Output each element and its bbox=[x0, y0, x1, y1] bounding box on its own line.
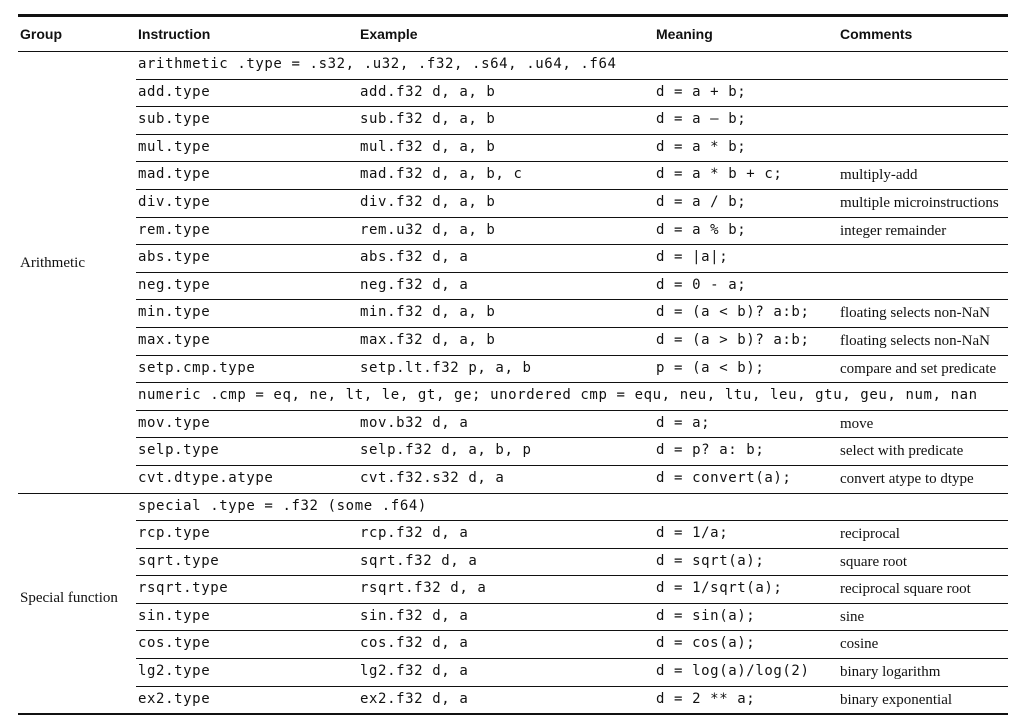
comment-cell: multiply-add bbox=[840, 167, 918, 184]
table-row bbox=[136, 328, 1008, 356]
meaning-cell: d = sqrt(a); bbox=[656, 552, 765, 569]
comment-cell: compare and set predicate bbox=[840, 360, 997, 377]
comment-cell: floating selects non-NaN bbox=[840, 332, 990, 349]
table-row bbox=[136, 659, 1008, 687]
example-cell: div.f32 d, a, b bbox=[360, 193, 496, 210]
table-row bbox=[136, 631, 1008, 659]
instruction-table bbox=[18, 14, 1008, 715]
example-cell: ex2.f32 d, a bbox=[360, 690, 469, 707]
example-cell: cos.f32 d, a bbox=[360, 635, 469, 652]
meaning-cell: d = cos(a); bbox=[656, 635, 756, 652]
table-row bbox=[136, 466, 1008, 493]
table-row bbox=[136, 162, 1008, 190]
table-row bbox=[136, 218, 1008, 246]
example-cell: mul.f32 d, a, b bbox=[360, 138, 496, 155]
table-row bbox=[136, 356, 1008, 384]
table-row bbox=[136, 549, 1008, 577]
example-cell: mad.f32 d, a, b, c bbox=[360, 166, 523, 183]
comment-cell: integer remainder bbox=[840, 222, 947, 239]
table-row bbox=[136, 273, 1008, 301]
table-row bbox=[136, 576, 1008, 604]
meaning-cell: d = 1/a; bbox=[656, 525, 729, 542]
table-row bbox=[136, 494, 1008, 522]
example-cell: add.f32 d, a, b bbox=[360, 83, 496, 100]
type-spec-row-text: arithmetic .type = .s32, .u32, .f32, .s64, .u64, .f64 bbox=[138, 56, 617, 72]
table-row bbox=[136, 604, 1008, 632]
meaning-cell: d = a; bbox=[656, 414, 711, 431]
header-example: Example bbox=[360, 26, 418, 42]
group-rows bbox=[136, 52, 1008, 493]
example-cell: abs.f32 d, a bbox=[360, 249, 469, 266]
example-cell: mov.b32 d, a bbox=[360, 414, 469, 431]
table-row bbox=[136, 687, 1008, 714]
group-rows bbox=[136, 494, 1008, 714]
instruction-cell: mad.type bbox=[138, 166, 211, 183]
comment-cell: reciprocal square root bbox=[840, 581, 971, 598]
instruction-cell: sin.type bbox=[138, 607, 211, 624]
example-cell: lg2.f32 d, a bbox=[360, 663, 469, 680]
example-cell: neg.f32 d, a bbox=[360, 276, 469, 293]
instruction-cell: div.type bbox=[138, 193, 211, 210]
instruction-cell: rem.type bbox=[138, 221, 211, 238]
meaning-cell: d = convert(a); bbox=[656, 469, 792, 486]
example-cell: cvt.f32.s32 d, a bbox=[360, 469, 505, 486]
meaning-cell: d = 1/sqrt(a); bbox=[656, 580, 783, 597]
instruction-cell: rsqrt.type bbox=[138, 580, 229, 597]
comment-cell: cosine bbox=[840, 636, 879, 653]
comment-cell: move bbox=[840, 415, 874, 432]
example-cell: sin.f32 d, a bbox=[360, 607, 469, 624]
table-row bbox=[136, 107, 1008, 135]
meaning-cell: d = 2 ** a; bbox=[656, 690, 756, 707]
example-cell: sub.f32 d, a, b bbox=[360, 111, 496, 128]
meaning-cell: p = (a < b); bbox=[656, 359, 765, 376]
instruction-cell: neg.type bbox=[138, 276, 211, 293]
table-row bbox=[136, 135, 1008, 163]
table-row bbox=[136, 411, 1008, 439]
meaning-cell: d = 0 - a; bbox=[656, 276, 747, 293]
comment-cell: floating selects non-NaN bbox=[840, 305, 990, 322]
example-cell: selp.f32 d, a, b, p bbox=[360, 442, 532, 459]
comment-cell: select with predicate bbox=[840, 443, 964, 460]
example-cell: max.f32 d, a, b bbox=[360, 331, 496, 348]
table-row bbox=[136, 80, 1008, 108]
header-comments: Comments bbox=[840, 26, 913, 42]
type-spec-row-text: numeric .cmp = eq, ne, lt, le, gt, ge; unordered cmp = equ, neu, ltu, leu, gtu, geu, num, nan bbox=[138, 387, 978, 404]
example-cell: rem.u32 d, a, b bbox=[360, 221, 496, 238]
table-row bbox=[136, 438, 1008, 466]
table-row bbox=[136, 245, 1008, 273]
instruction-cell: sub.type bbox=[138, 111, 211, 128]
instruction-cell: cvt.dtype.atype bbox=[138, 469, 274, 486]
comment-cell: sine bbox=[840, 608, 865, 625]
header-group: Group bbox=[20, 26, 62, 42]
comment-cell: square root bbox=[840, 553, 908, 570]
instruction-cell: add.type bbox=[138, 83, 211, 100]
meaning-cell: d = a % b; bbox=[656, 221, 747, 238]
table-row bbox=[136, 52, 1008, 80]
table-header-row bbox=[18, 17, 1008, 52]
example-cell: sqrt.f32 d, a bbox=[360, 552, 478, 569]
meaning-cell: d = |a|; bbox=[656, 249, 729, 266]
table-body bbox=[18, 52, 1008, 715]
comment-cell: convert atype to dtype bbox=[840, 470, 974, 487]
instruction-cell: selp.type bbox=[138, 442, 220, 459]
instruction-cell: rcp.type bbox=[138, 525, 211, 542]
example-cell: min.f32 d, a, b bbox=[360, 304, 496, 321]
table-row bbox=[136, 300, 1008, 328]
example-cell: rcp.f32 d, a bbox=[360, 525, 469, 542]
meaning-cell: d = a * b; bbox=[656, 138, 747, 155]
instruction-cell: abs.type bbox=[138, 249, 211, 266]
table-row bbox=[136, 190, 1008, 218]
example-cell: setp.lt.f32 p, a, b bbox=[360, 359, 532, 376]
group-section bbox=[18, 52, 1008, 494]
meaning-cell: d = sin(a); bbox=[656, 607, 756, 624]
instruction-cell: cos.type bbox=[138, 635, 211, 652]
instruction-cell: lg2.type bbox=[138, 663, 211, 680]
instruction-cell: ex2.type bbox=[138, 690, 211, 707]
instruction-cell: mul.type bbox=[138, 138, 211, 155]
comment-cell: reciprocal bbox=[840, 526, 900, 543]
table-row bbox=[136, 521, 1008, 549]
comment-cell: binary exponential bbox=[840, 691, 953, 708]
group-section bbox=[18, 494, 1008, 716]
instruction-cell: min.type bbox=[138, 304, 211, 321]
meaning-cell: d = a * b + c; bbox=[656, 166, 783, 183]
table-row bbox=[136, 383, 1008, 411]
meaning-cell: d = a + b; bbox=[656, 83, 747, 100]
instruction-cell: mov.type bbox=[138, 414, 211, 431]
example-cell: rsqrt.f32 d, a bbox=[360, 580, 487, 597]
meaning-cell: d = log(a)/log(2) bbox=[656, 663, 810, 680]
meaning-cell: d = p? a: b; bbox=[656, 442, 765, 459]
group-label: Arithmetic bbox=[20, 254, 85, 271]
comment-cell: binary logarithm bbox=[840, 664, 941, 681]
instruction-cell: sqrt.type bbox=[138, 552, 220, 569]
header-meaning: Meaning bbox=[656, 26, 713, 42]
meaning-cell: d = a – b; bbox=[656, 111, 747, 128]
type-spec-row-text: special .type = .f32 (some .f64) bbox=[138, 497, 427, 514]
meaning-cell: d = (a > b)? a:b; bbox=[656, 331, 810, 348]
group-label: Special function bbox=[20, 589, 118, 606]
meaning-cell: d = (a < b)? a:b; bbox=[656, 304, 810, 321]
header-instruction: Instruction bbox=[138, 26, 211, 42]
comment-cell: multiple microinstructions bbox=[840, 194, 999, 211]
instruction-cell: max.type bbox=[138, 331, 211, 348]
instruction-cell: setp.cmp.type bbox=[138, 359, 256, 376]
meaning-cell: d = a / b; bbox=[656, 193, 747, 210]
